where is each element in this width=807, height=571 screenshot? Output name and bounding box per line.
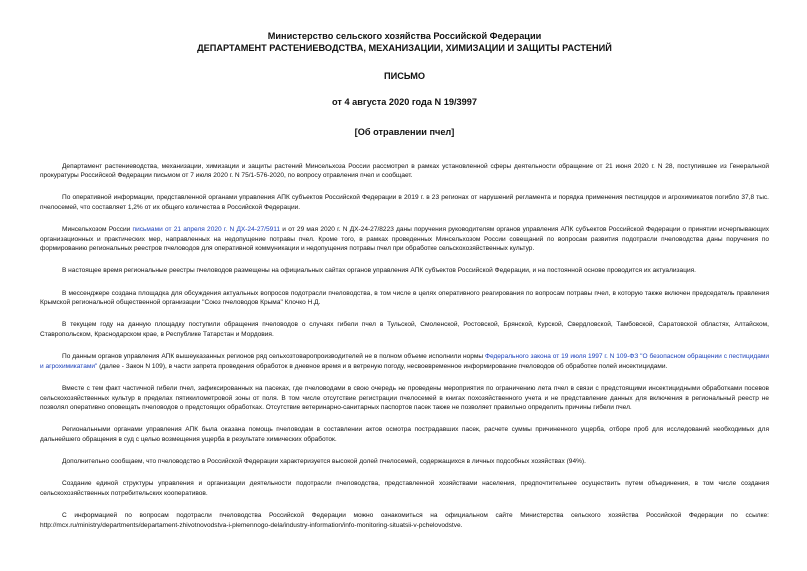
ministry-name: Министерство сельского хозяйства Российской Федерации	[267, 31, 542, 41]
paragraph-11: Создание единой структуры управления и организации деятельности подотрасли пчеловодства, представленной хозяйствами населения, предпочтительнее осуществить путем объединения, в том числе создания сельскохозяйственных потребительских кооперативов.	[40, 480, 769, 497]
document-date: от 4 августа 2020 года N 19/3997	[332, 96, 477, 107]
document-header	[40, 0, 769, 139]
paragraph-3	[40, 225, 769, 254]
paragraph-4: В настоящее время региональные реестры пчеловодов размещены на официальных сайтах органов управления АПК субъектов Российской Федерации, и на постоянной основе проводится их актуализация.	[62, 267, 696, 275]
paragraph-7-text-start: По данным органов управления АПК вышеуказанных регионов ряд сельхозтоваропроизводителей не в полном объеме исполнили нормы	[62, 353, 485, 361]
document-body	[40, 162, 769, 531]
paragraph-5: В мессенджере создана площадка для обсуждения актуальных вопросов подотрасли пчеловодства, в том числе в целях оперативного реагирования по вопросам потравы пчел, в которую также включен председатель правления Крымской региональной общественной организации "Союз пчеловодов Крыма" Клочко Н.Д.	[40, 289, 769, 307]
paragraph-2: По оперативной информации, представленной органами управления АПК субъектов Российской Федерации в 2019 г. в 23 регионах от нарушений регламента и порядка применения пестицидов и агрохимикатов погибло 37,8 тыс. пчелосемей, что составляет 1,2% от их общего количества в Российской Федерации.	[40, 194, 769, 211]
paragraph-8: Вместе с тем факт частичной гибели пчел, зафиксированных на пасеках, где пчеловодами в свою очередь не проведены мероприятия по ограничению лета пчел в связи с предстоящими инсектицидными обработками посевов сельскохозяйственных культур в пределах пятикилометровой зоны от поля. В том числе отсутствие регистрации пчелосемей в книгах похозяйственного учета и не представление данных для включения в региональный реестр не позволял оперативно оповещать пчеловодов о предстоящих обработках. Отсутствие ветеринарно-санитарных паспортов пасек также не позволяет правильно определить причины гибели пчел.	[40, 384, 769, 412]
federal-law-link[interactable]: Федерального закона от 19 июля 1997 г. N 109-ФЗ "О безопасном обращении с пестицидами и агрохимикатами"	[40, 353, 769, 370]
paragraph-7	[40, 352, 769, 371]
paragraph-7-text-end: (далее - Закон N 109), в части запрета проведения обработок в дневное время и в ветреную погоду, несвоевременное информирование пчеловодов об обработке полей инсектицидами.	[97, 362, 668, 370]
paragraph-9: Региональными органами управления АПК была оказана помощь пчеловодам в составлении актов осмотра пострадавших пасек, расчете суммы причиненного ущерба, отборе проб для исследований необходимых для дальнейшего обращения в суд с целью возмещения ущерба в результате химических обработок.	[40, 426, 769, 443]
paragraph-6: В текущем году на данную площадку поступили обращения пчеловодов о случаях гибели пчел в Тульской, Смоленской, Ростовской, Брянской, Курской, Свердловской, Тамбовской, Саратовской областях, Алтайском, Ставропольском, Краснодарском крае, в Республике Татарстан и Мордовия.	[40, 321, 769, 338]
department-name: ДЕПАРТАМЕНТ РАСТЕНИЕВОДСТВА, МЕХАНИЗАЦИИ, ХИМИЗАЦИИ И ЗАЩИТЫ РАСТЕНИЙ	[197, 42, 612, 53]
paragraph-1: Департамент растениеводства, механизации, химизации и защиты растений Минсельхоза России рассмотрел в рамках установленной сферы деятельности обращение от 21 июня 2020 г. N 28, поступившее из Генеральной прокуратуры Российской Федерации письмом от 7 июля 2020 г. N 75/1-576-2020, по вопросу отравления пчел и сообщает.	[40, 162, 769, 180]
paragraph-3-text-start: Минсельхозом России	[62, 226, 133, 234]
paragraph-3-text-end: и от 29 мая 2020 г. N ДХ-24-27/8223 даны поручения руководителям органов управления АПК субъектов Российской Федерации о принятии исчерпывающих организационных и практических мер, направленных на недопущение потравы пчел. Кроме того, в рамках проведенных Минсельхозом России совещаний по вопросам развития подотрасли пчеловодства даны поручения по формированию региональных реестров пчеловодов для оперативной коммуникации и недопущения потравы пчел при обработке сельскохозяйственных культур.	[40, 226, 770, 253]
document-title: [Об отравлении пчел]	[354, 127, 455, 137]
paragraph-10: Дополнительно сообщаем, что пчеловодство в Российской Федерации характеризуется высокой долей пчелосемей, содержащихся в личных подсобных хозяйствах (94%).	[62, 458, 586, 466]
letters-link[interactable]: письмами от 21 апреля 2020 г. N ДХ-24-27/5911	[132, 226, 281, 234]
paragraph-12: С информацией по вопросам подотрасли пчеловодства Российской Федерации можно ознакомиться на официальном сайте Министерства сельского хозяйства Российской Федерации по ссылке: http://mcx.ru/ministry/departments/departament-zhivotnovodstva-i-plemennogo-dela/industry-information/info-monitoring-situatsii-v-pchelovodstve.	[40, 512, 769, 529]
document-type: ПИСЬМО	[383, 71, 426, 81]
